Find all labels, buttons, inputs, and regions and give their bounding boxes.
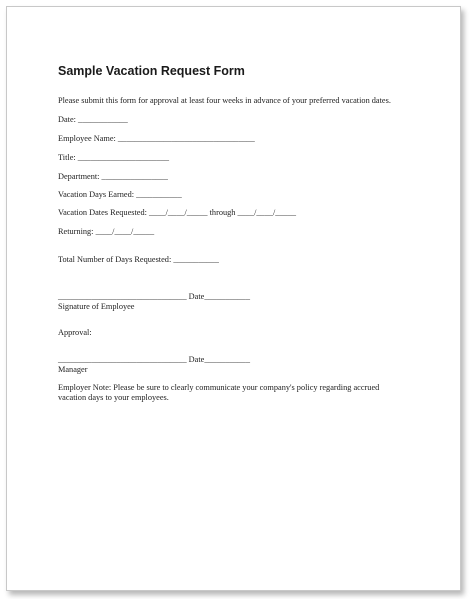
manager-signature-line: _______________________________ Date___________ [58, 355, 250, 364]
employee-signature-label: Signature of Employee [58, 302, 135, 311]
employee-name-field: Employee Name: _________________________________ [58, 134, 255, 143]
intro-text: Please submit this form for approval at least four weeks in advance of your preferred vacation dates. [58, 96, 391, 105]
vacation-dates-requested-field: Vacation Dates Requested: ____/____/_____ through ____/____/_____ [58, 208, 297, 217]
returning-field: Returning: ____/____/_____ [58, 227, 155, 236]
department-field: Department: ________________ [58, 172, 168, 181]
manager-signature-label: Manager [58, 365, 88, 374]
total-days-requested-field: Total Number of Days Requested: ___________ [58, 255, 219, 264]
employer-note: Employer Note: Please be sure to clearly communicate your company's policy regarding accrued vacation days to your employees. [58, 383, 380, 402]
title-field: Title: ______________________ [58, 153, 170, 162]
employee-signature-line: _______________________________ Date___________ [58, 292, 250, 301]
form-title: Sample Vacation Request Form [58, 64, 245, 78]
approval-label: Approval: [58, 328, 92, 337]
date-field: Date: ____________ [58, 115, 128, 124]
vacation-days-earned-field: Vacation Days Earned: ___________ [58, 190, 182, 199]
